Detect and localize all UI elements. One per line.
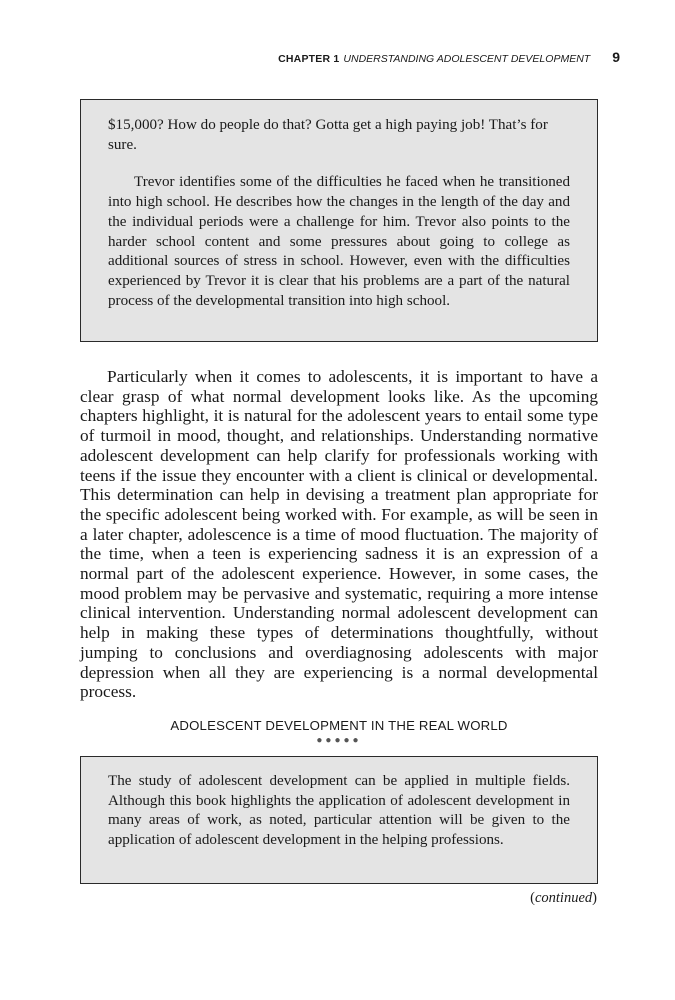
page-number: 9 (612, 49, 620, 65)
continued-word: continued (534, 890, 593, 906)
continued-close-paren: ) (592, 890, 597, 906)
case-example-box (80, 99, 598, 342)
continued-open-paren: ( (530, 890, 535, 906)
case-discussion-paragraph: Trevor identifies some of the difficulties he faced when he transitioned into high school. He describes how the changes in the length of the day and the individual periods were a challenge for him. Trevor also points to the harder school content and some pressures about going to college as additional sources of stress in school. However, even with the difficulties experienced by Trevor it is clear that his problems are a part of the natural process of the developmental transition into high school. (108, 174, 570, 309)
real-world-paragraph: The study of adolescent development can be applied in multiple fields. Although this book highlights the application of adolescent development in many areas of work, as noted, particular attention will be given to the application of adolescent development in the helping professions. (108, 773, 570, 849)
chapter-label: CHAPTER 1 (278, 53, 340, 65)
running-head (80, 49, 620, 65)
chapter-title: UNDERSTANDING ADOLESCENT DEVELOPMENT (343, 53, 591, 65)
ornament-dots: ●●●●● (316, 735, 362, 746)
case-quote-paragraph: $15,000? How do people do that? Gotta get a high paying job! That’s for sure. (108, 117, 548, 153)
section-heading: ADOLESCENT DEVELOPMENT IN THE REAL WORLD (170, 718, 508, 733)
continued-note (530, 890, 597, 907)
body-paragraph: Particularly when it comes to adolescents, it is important to have a clear grasp of what normal development looks like. As the upcoming chapters highlight, it is natural for the adolescent years to entail some type of turmoil in mood, thought, and relationships. Understanding normative adolescent development can help clarify for professionals working with teens if the issue they encounter with a client is clinical or developmental. This determination can help in devising a treatment plan appropriate for the specific adolescent being worked with. For example, as will be seen in a later chapter, adolescence is a time of mood fluctuation. The majority of the time, when a teen is experiencing sadness it is an expression of a normal part of the adolescent experience. However, in some cases, the mood problem may be pervasive and systematic, requiring a more intense clinical intervention. Understanding normal adolescent development can help in making these types of determinations thoughtfully, without jumping to conclusions and overdiagnosing adolescents with major depression when all they are experiencing is a normal developmental process. (80, 367, 598, 702)
real-world-box (80, 756, 598, 884)
